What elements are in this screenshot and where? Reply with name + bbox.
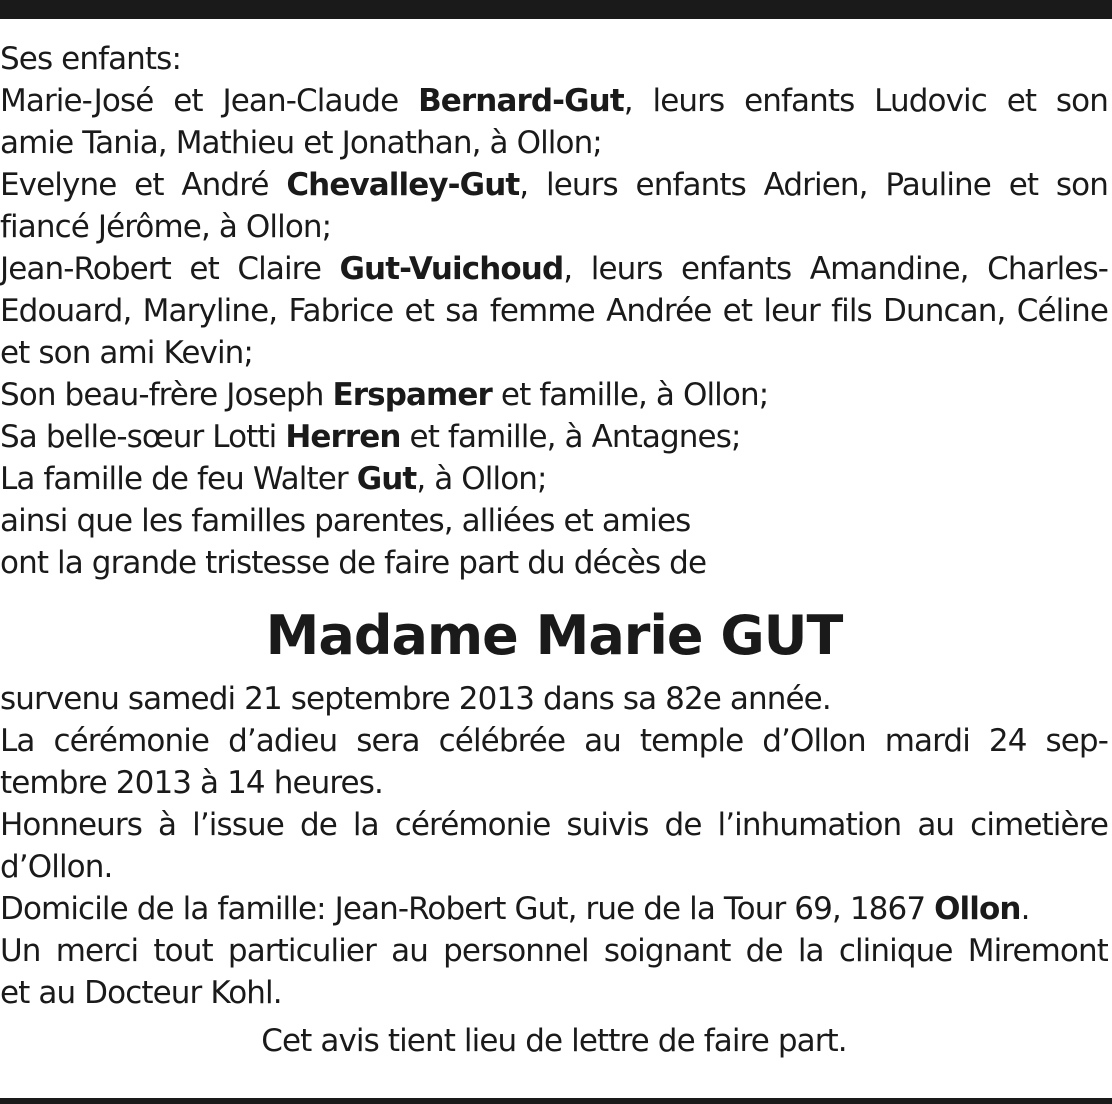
family-line [0, 542, 1108, 584]
family-line [0, 290, 1108, 332]
detail-line [0, 846, 1108, 888]
bottom-rule [0, 1098, 1112, 1104]
text-segment: tembre 2013 à 14 heures. [0, 765, 383, 801]
text-segment: amie Tania, Mathieu et Jonathan, à Ollon; [0, 125, 602, 161]
bold-name: Bernard-Gut [418, 83, 624, 119]
text-segment: La famille de feu Walter [0, 461, 357, 497]
text-segment: Domicile de la famille: Jean-Robert Gut, rue de la Tour 69, 1867 [0, 891, 935, 927]
family-line [0, 458, 1108, 500]
detail-line [0, 804, 1108, 846]
text-segment: survenu samedi 21 septembre 2013 dans sa 82e année. [0, 681, 831, 717]
closing-line: Cet avis tient lieu de lettre de faire part. [261, 1023, 847, 1059]
detail-line [0, 888, 1108, 930]
bold-name: Gut [356, 461, 417, 497]
text-segment: , à Ollon; [416, 461, 547, 497]
deceased-name: Madame Marie GUT [265, 604, 843, 667]
closing-line-block [0, 1020, 1108, 1062]
detail-line [0, 720, 1108, 762]
family-line [0, 374, 1108, 416]
bold-name: Gut-Vuichoud [339, 251, 564, 287]
family-line [0, 164, 1108, 206]
bold-name: Chevalley-Gut [286, 167, 520, 203]
text-segment: , leurs enfants Ludovic et son [623, 83, 1108, 119]
family-line [0, 416, 1108, 458]
family-line [0, 206, 1108, 248]
detail-line [0, 972, 1108, 1014]
family-line [0, 80, 1108, 122]
text-segment: , leurs enfants Amandine, Charles- [563, 251, 1108, 287]
text-segment: d’Ollon. [0, 849, 113, 885]
family-line [0, 248, 1108, 290]
detail-line [0, 678, 1108, 720]
family-section [0, 38, 1108, 584]
text-segment: Ses enfants: [0, 41, 181, 77]
text-segment: . [1020, 891, 1030, 927]
text-segment: et au Docteur Kohl. [0, 975, 282, 1011]
family-line [0, 332, 1108, 374]
text-segment: La cérémonie d’adieu sera célébrée au temple d’Ollon mardi 24 sep- [0, 723, 1108, 759]
text-segment: ainsi que les familles parentes, alliées et amies [0, 503, 691, 539]
text-segment: Honneurs à l’issue de la cérémonie suivis de l’inhumation au cimetière [0, 807, 1108, 843]
details-section [0, 678, 1108, 1014]
text-segment: ont la grande tristesse de faire part du décès de [0, 545, 707, 581]
family-line [0, 122, 1108, 164]
detail-line [0, 762, 1108, 804]
text-segment: Sa belle-sœur Lotti [0, 419, 286, 455]
text-segment: et famille, à Antagnes; [400, 419, 741, 455]
bold-name: Herren [285, 419, 401, 455]
text-segment: Jean-Robert et Claire [0, 251, 340, 287]
text-segment: fiancé Jérôme, à Ollon; [0, 209, 332, 245]
text-segment: Un merci tout particulier au personnel soignant de la clinique Miremont [0, 933, 1108, 969]
bold-name: Erspamer [332, 377, 492, 413]
family-line [0, 38, 1108, 80]
death-notice [0, 38, 1108, 1062]
text-segment: Marie-José et Jean-Claude [0, 83, 419, 119]
text-segment: Son beau-frère Joseph [0, 377, 333, 413]
text-segment: et son ami Kevin; [0, 335, 253, 371]
text-segment: Edouard, Maryline, Fabrice et sa femme Andrée et leur fils Duncan, Céline [0, 293, 1108, 329]
text-segment: , leurs enfants Adrien, Pauline et son [519, 167, 1108, 203]
detail-line [0, 930, 1108, 972]
top-rule [0, 0, 1112, 19]
text-segment: Evelyne et André [0, 167, 287, 203]
deceased-name-block [0, 600, 1108, 672]
text-segment: et famille, à Ollon; [491, 377, 769, 413]
bold-name: Ollon [934, 891, 1021, 927]
family-line [0, 500, 1108, 542]
